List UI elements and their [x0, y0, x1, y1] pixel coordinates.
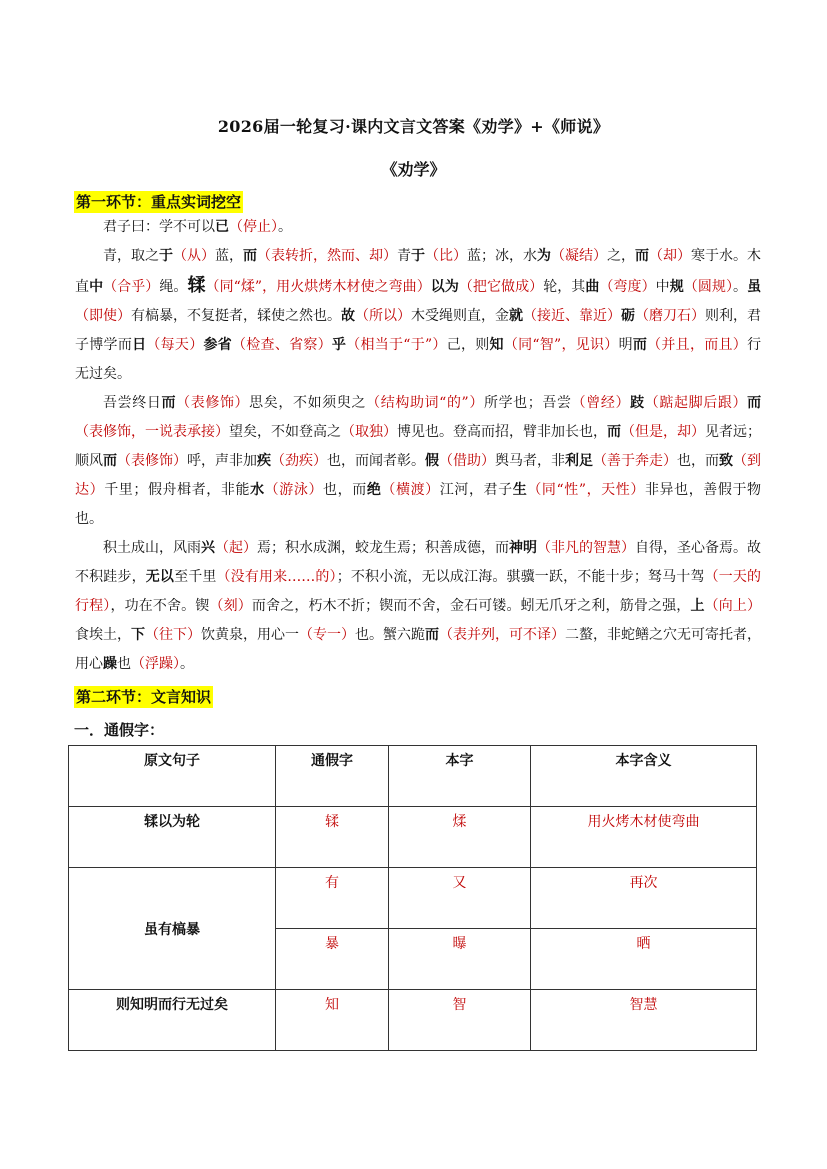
keyword: 而 [607, 424, 621, 440]
text-run: 青 [397, 248, 411, 264]
keyword: 参省 [203, 337, 233, 353]
text-run: 绳。 [159, 279, 188, 295]
answer: （刻） [209, 598, 252, 614]
keyword: 而 [635, 248, 649, 264]
text-run: 千里；假舟楫者，非能 [104, 482, 251, 498]
cell-meaning: 晒 [531, 929, 757, 990]
text-run: 轮，其 [543, 279, 586, 295]
cell-meaning: 用火烤木材使弯曲 [531, 807, 757, 868]
text-run: 二螯，非蛇鳝之穴无可寄托者，用心 [75, 627, 761, 672]
text-run: 。 [733, 279, 748, 295]
tongjiazi-table [68, 745, 757, 1051]
table-row [69, 990, 757, 1051]
keyword: 下 [131, 627, 145, 643]
text-run: 而舍之，朽木不折；锲而不舍，金石可镂。蚓无爪牙之利，筋骨之强， [251, 598, 691, 614]
cell-variant: 𫐓 [276, 807, 389, 868]
cell-original: 煣 [389, 807, 531, 868]
answer: （停止） [229, 219, 278, 235]
header-original: 本字 [389, 746, 531, 807]
text-run: 吾尝终日 [103, 395, 162, 411]
text-run: 寒于水。木直 [75, 248, 761, 295]
paragraph-2 [75, 242, 761, 389]
answer: （凝结） [551, 248, 607, 264]
cell-variant: 知 [276, 990, 389, 1051]
cell-original: 曝 [389, 929, 531, 990]
keyword: 于 [159, 248, 173, 264]
answer: （取独） [341, 424, 397, 440]
table-row [69, 807, 757, 868]
cell-original: 又 [389, 868, 531, 929]
text-run: 也 [117, 656, 131, 672]
keyword: 而 [103, 453, 117, 469]
answer: （表并列，可不译） [439, 627, 565, 643]
cell-sentence: 虽有槁暴 [69, 868, 276, 990]
paragraph-4 [75, 534, 761, 679]
cell-meaning: 智慧 [531, 990, 757, 1051]
answer: （同“智”，见识） [503, 337, 619, 353]
text-run: 明 [618, 337, 633, 353]
keyword: 而 [747, 395, 762, 411]
answer: （圆规） [683, 279, 733, 295]
text-run: 。 [180, 656, 194, 672]
answer: （表修饰） [117, 453, 187, 469]
text-run: 所学也；吾尝 [483, 395, 572, 411]
answer: （游泳） [264, 482, 324, 498]
text-run: 舆马者，非 [495, 453, 565, 469]
text-run: 青，取之 [103, 248, 159, 264]
answer: （相当于“于”） [346, 337, 447, 353]
answer: （每天） [146, 337, 204, 353]
keyword: 砺 [621, 308, 635, 324]
keyword: 知 [489, 337, 504, 353]
keyword: 乎 [331, 337, 347, 353]
keyword: 故 [341, 308, 355, 324]
keyword: 跂 [630, 395, 645, 411]
keyword: 曲 [585, 279, 600, 295]
cell-variant: 暴 [276, 929, 389, 990]
keyword: 利足 [565, 453, 593, 469]
text-run: 非异也，善假于物也。 [75, 482, 762, 527]
keyword: 于 [411, 248, 425, 264]
answer: （但是，却） [621, 424, 705, 440]
keyword: 以为 [430, 279, 459, 295]
keyword: 𫐓 [187, 275, 206, 296]
text-run: 呼，声非加 [187, 453, 257, 469]
table-row [69, 868, 757, 929]
text-run: 食埃土， [75, 627, 131, 643]
table-header-row [69, 746, 757, 807]
text-run: 积土成山，风雨 [103, 540, 201, 556]
answer: （表修饰） [176, 395, 250, 411]
keyword: 假 [425, 453, 439, 469]
text-run: 饮黄泉，用心一 [201, 627, 299, 643]
text-run: 也，而 [677, 453, 719, 469]
answer: （表转折，然而、却） [257, 248, 397, 264]
header-sentence: 原文句子 [69, 746, 276, 807]
answer: （表修饰，一说表承接） [75, 424, 229, 440]
text-run: ；不积小流，无以成江海。骐骥一跃，不能十步；驽马十驾 [336, 569, 705, 585]
section1-body [75, 213, 761, 679]
section1-heading: 第一环节：重点实词挖空 [76, 193, 242, 211]
answer: （所以） [355, 308, 411, 324]
text-run: 己，则 [446, 337, 490, 353]
cell-meaning: 再次 [531, 868, 757, 929]
answer: （从） [173, 248, 215, 264]
keyword: 无以 [145, 569, 175, 585]
answer: （没有用来……的） [216, 569, 337, 585]
answer: （往下） [145, 627, 201, 643]
text-run: ，功在不舍。锲 [110, 598, 210, 614]
answer: （浮躁） [131, 656, 180, 672]
keyword: 而 [425, 627, 439, 643]
answer: （即使） [75, 308, 131, 324]
text-run: 则利，君子博学而 [75, 308, 761, 353]
answer: （接近、靠近） [523, 308, 621, 324]
section2-heading: 第二环节：文言知识 [76, 688, 212, 706]
answer: （非凡的智慧） [537, 540, 635, 556]
text-run: 中 [655, 279, 670, 295]
answer: （结构助词“的”） [366, 395, 484, 411]
answer: （却） [649, 248, 691, 264]
cell-variant: 有 [276, 868, 389, 929]
answer: （一天的行程） [75, 569, 762, 614]
paragraph-1 [75, 213, 761, 242]
answer: （到达） [75, 453, 761, 498]
answer: （合乎） [103, 279, 160, 295]
keyword: 就 [509, 308, 523, 324]
text-run: 蓝， [215, 248, 243, 264]
answer: （善于奔走） [593, 453, 677, 469]
cell-original: 智 [389, 990, 531, 1051]
text-run: 蓝；冰，水 [467, 248, 537, 264]
cell-sentence: 𫐓以为轮 [69, 807, 276, 868]
answer: （同“性”，天性） [527, 482, 645, 498]
answer: （并且，而且） [647, 337, 748, 353]
text-run: 之， [607, 248, 635, 264]
text-run: 也，而闻者彰。 [327, 453, 425, 469]
text-run: 君子曰：学不可以 [103, 219, 215, 235]
answer: （比） [425, 248, 467, 264]
answer: （横渡） [381, 482, 440, 498]
text-run: 江河，君子 [439, 482, 513, 498]
paragraph-3 [75, 389, 761, 534]
text-run: 也。蟹六跪 [355, 627, 425, 643]
keyword: 绝 [366, 482, 382, 498]
keyword: 而 [161, 395, 177, 411]
text-run: 思矣，不如须臾之 [249, 395, 367, 411]
keyword: 兴 [201, 540, 215, 556]
answer: （借助） [439, 453, 495, 469]
text-run: 焉；积水成渊，蛟龙生焉；积善成德，而 [257, 540, 509, 556]
keyword: 日 [132, 337, 147, 353]
text-run: 有槁暴，不复挺者，𫐓使之然也。 [131, 308, 341, 324]
keyword: 规 [669, 279, 684, 295]
keyword: 已 [215, 219, 229, 235]
answer: （检查、省察） [232, 337, 332, 353]
cell-sentence: 则知明而行无过矣 [69, 990, 276, 1051]
text-run: 自得，圣心备焉。故不积跬步， [75, 540, 761, 585]
keyword: 生 [512, 482, 528, 498]
answer: （曾经） [571, 395, 631, 411]
text-run: 行无过矣。 [75, 337, 762, 382]
text-run: 见者远；顺风 [75, 424, 761, 469]
answer: （起） [215, 540, 257, 556]
text-run: 望矣，不如登高之 [229, 424, 341, 440]
answer: （踮起脚后跟） [644, 395, 748, 411]
keyword: 虽 [747, 279, 762, 295]
text-run: 木受绳则直，金 [411, 308, 509, 324]
text-run: 也，而 [323, 482, 367, 498]
answer: （向上） [704, 598, 762, 614]
keyword: 躁 [103, 656, 117, 672]
keyword: 中 [89, 279, 104, 295]
keyword: 为 [537, 248, 551, 264]
answer: （专一） [299, 627, 355, 643]
header-meaning: 本字含义 [531, 746, 757, 807]
answer: （磨刀石） [635, 308, 705, 324]
keyword: 而 [243, 248, 257, 264]
header-variant: 通假字 [276, 746, 389, 807]
page-title: 2026届一轮复习·课内文言文答案《劝学》+《师说》 [217, 117, 610, 136]
page-subtitle: 《劝学》 [381, 160, 446, 179]
keyword: 神明 [509, 540, 537, 556]
text-run: 。 [278, 219, 292, 235]
keyword: 上 [690, 598, 705, 614]
answer: （同“煣”，用火烘烤木材使之弯曲） [205, 279, 431, 295]
tongjiazi-label: 一．通假字： [74, 721, 165, 739]
text-run: 博见也。登高而招，臂非加长也， [397, 424, 607, 440]
keyword: 水 [250, 482, 265, 498]
keyword: 疾 [257, 453, 271, 469]
keyword: 致 [719, 453, 733, 469]
answer: （把它做成） [458, 279, 544, 295]
answer: （弯度） [599, 279, 656, 295]
text-run: 至千里 [174, 569, 217, 585]
keyword: 而 [632, 337, 648, 353]
answer: （劲疾） [271, 453, 327, 469]
